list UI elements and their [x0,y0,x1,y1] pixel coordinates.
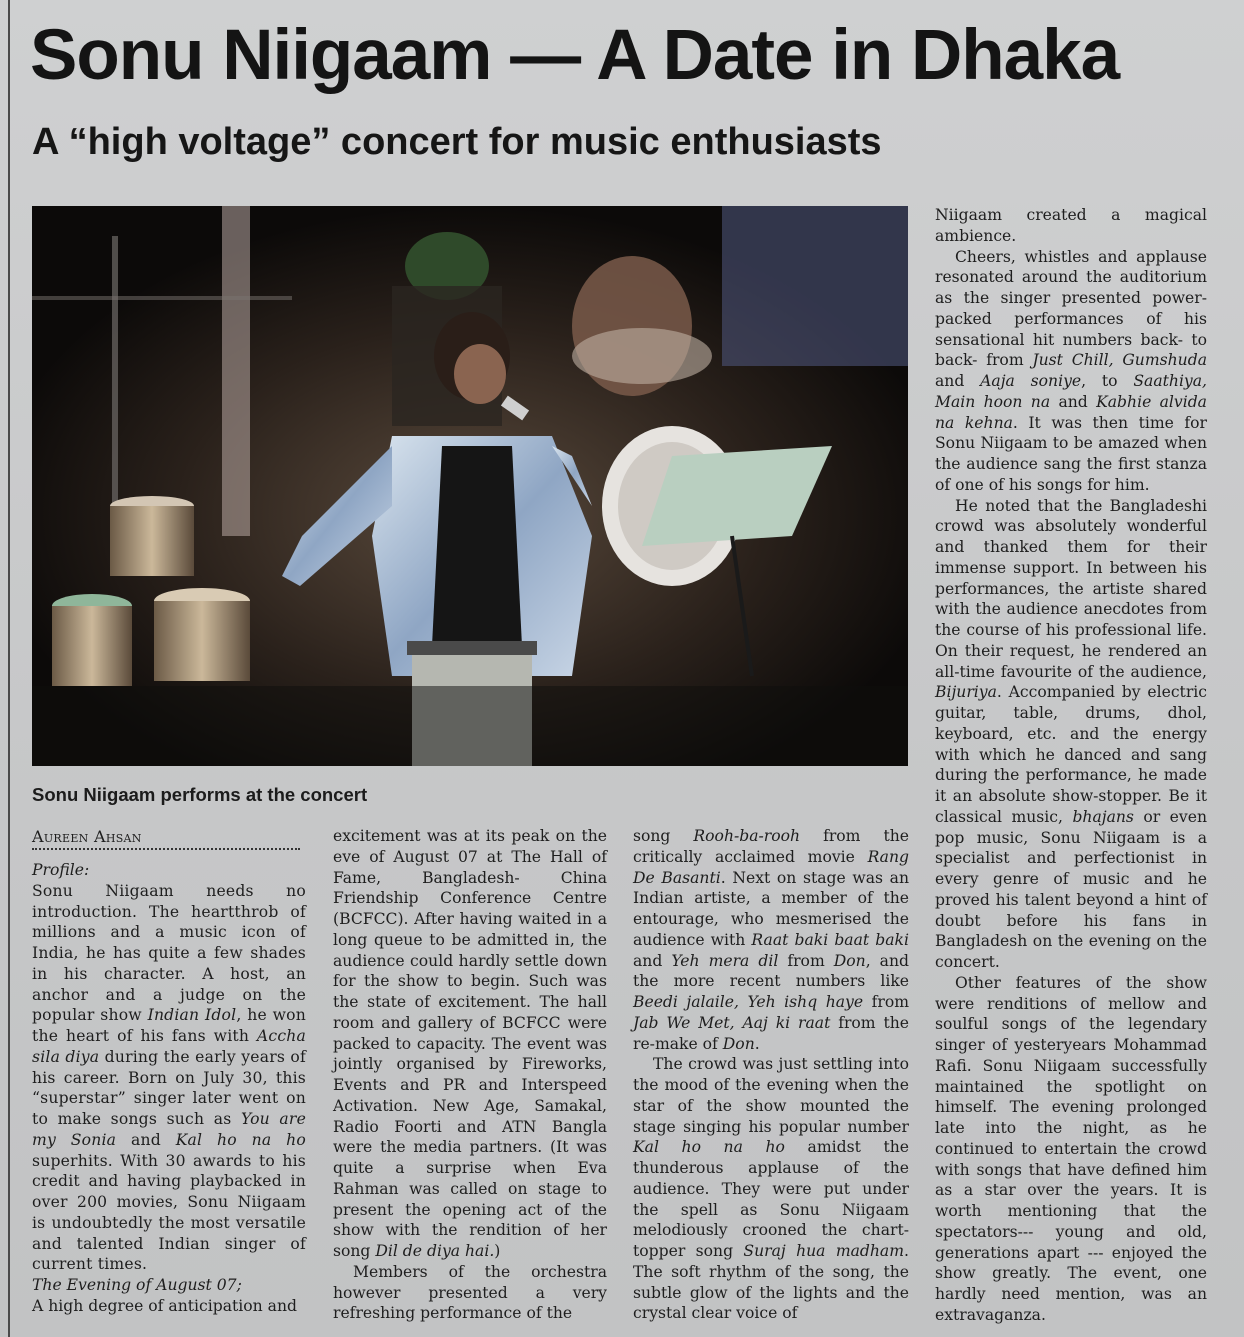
concert-photo-image [32,206,908,766]
article-column-3 [633,826,909,1324]
byline-divider [32,848,300,850]
song-title: Raat baki baat baki [751,930,909,949]
text-run: , to [1081,372,1134,390]
paragraph: A high degree of anticipation and [32,1296,297,1315]
song-title: Kal ho na ho [633,1138,785,1157]
photo-caption: Sonu Niigaam performs at the concert [32,784,368,805]
text-run: . The soft rhythm of the song, the subtle glow of the lights and the crystal clear voice of [633,1242,909,1323]
show-title: Indian Idol [147,1006,237,1025]
text-run: and [116,1130,176,1149]
paragraph [633,1054,909,1324]
paragraph [32,881,306,1275]
song-title: Yeh mera dil [671,951,779,970]
text-run: from [863,993,909,1011]
text-run: and [633,951,672,970]
song-title: Rooh-ba-rooh [693,827,801,845]
text-run: , and the more recent numbers like [633,951,909,991]
text-run: or even pop music, Sonu Niigaam is a specialist and perfectionist in every genre of music and he proved his talent beyond a hint of doubt before his fans in Bangladesh on the evening on the concert. [935,807,1207,971]
text-run: . Accompanied by electric guitar, table, drums, dhol, keyboard, etc. and the energy with which he danced and sang during the performance, he made it an absolute show-stopper. Be it classical music, [935,683,1207,826]
article-column-2 [333,826,607,1324]
subheadline: A “high voltage” concert for music enthusiasts [32,121,882,163]
headline: Sonu Niigaam — A Date in Dhaka [30,16,1120,95]
movie-title: Don [833,951,866,970]
text-run: during the early years of his career. Born on July 30, this “superstar” singer later went on to make songs such as [32,1047,306,1128]
byline: Aureen Ahsan [32,827,142,846]
text-run: Cheers, whistles and applause resonated around the auditorium as the singer presented power-packed performances of his sensational hit numbers back- to back- from [935,247,1207,370]
text-run: and [935,372,981,390]
song-title: Bijuriya [935,683,997,702]
song-title: Beedi jalaile, Yeh ishq haye [633,993,864,1011]
column-rule [8,0,10,1337]
song-title: Just Chill, Gumshuda [1032,351,1207,370]
song-title: You are my Sonia [32,1110,307,1149]
concert-photo [32,206,908,766]
genre-term: bhajans [1072,807,1134,826]
text-run: , he won the heart of his fans with [32,1006,307,1045]
text-run: from [778,951,834,970]
song-title: Suraj hua madham [743,1242,905,1260]
song-title: Dil de diya hai. [375,1242,495,1260]
text-run: from the re-make of [633,1013,909,1053]
text-run: Sonu Niigaam needs no introduction. The heartthrob of millions and a music icon of India, he has quite a few shades in his character. A host, an anchor and a judge on the popular show [32,881,306,1025]
text-run: . Next on stage was an Indian artiste, a member of the entourage, who mesmerised the audience with [633,868,910,949]
text-run: The crowd was just settling into the mood of the evening when the star of the show mounted the stage singing his popular number [633,1055,909,1136]
section-head-evening: The Evening of August 07; [32,1276,242,1294]
paragraph: Niigaam created a magical ambience. [935,206,1207,245]
paragraph [333,826,607,1262]
text-run: song [633,827,694,845]
song-title: Kabhie alvida na kehna [935,392,1207,432]
text-run: ) [494,1242,501,1260]
text-run: amidst the thunderous applause of the audience. They were put under the spell as Sonu Niigaam melodiously crooned the chart-topper song [633,1138,909,1260]
section-head-profile: Profile: [32,861,90,879]
text-run: and [1050,392,1097,411]
movie-title: Jab We Met, Aaj ki raat [633,1013,831,1032]
paragraph [935,496,1207,973]
song-title: Kal ho na ho [175,1130,306,1149]
article-column-1 [32,826,306,1317]
text-run: superhits. With 30 awards to his credit and having playbacked in over 200 movies, Sonu Niigaam is undoubtedly the most versatile and talented Indian singer of current times. [32,1151,306,1274]
movie-title: Don [722,1034,755,1053]
article-column-4 [935,205,1207,1326]
song-title: Accha sila diya [32,1027,306,1066]
paragraph [935,247,1207,496]
text-run: . [754,1034,760,1053]
paragraph [633,826,909,1054]
paragraph: Other features of the show were renditions of mellow and soulful songs of the legendary singer of yesteryears Mohammad Rafi. Sonu Niigaam successfully maintained the spotlight on himself. The evening prolonged late into the night, as he continued to entertain the crowd with songs that have defined him as a star over the years. It is worth mentioning that the spectators--- young and old, generations apart --- enjoyed the show greatly. The event, one hardly need mention, was an extravaganza. [935,973,1207,1324]
movie-title: Rang De Basanti [633,847,909,887]
text-run: He noted that the Bangladeshi crowd was absolutely wonderful and thanked them for their immense support. In between his performances, the artiste shared with the audience anecdotes from the course of his professional life. On their request, he rendered an all-time favourite of the audience, [935,496,1207,681]
text-run: from the critically acclaimed movie [633,827,910,866]
song-title: Aaja soniye [980,372,1082,390]
text-run: excitement was at its peak on the eve of August 07 at The Hall of Fame, Bangladesh- China Friendship Conference Centre (BCFCC). After having waited in a long queue to be admitted in, the audience could hardly settle down for the show to begin. Such was the state of excitement. The hall room and gallery of BCFCC were packed to capacity. The event was jointly organised by Fireworks, Events and PR and Interspeed Activation. New Age, Samakal, Radio Foorti and ATN Bangla were the media partners. (It was quite a surprise when Eva Rahman was called on stage to present the opening act of the show with the rendition of her song [333,827,607,1260]
text-run: . It was then time for Sonu Niigaam to be amazed when the audience sang the first stanza of one of his songs for him. [935,413,1207,494]
song-title: Saathiya, Main hoon na [935,372,1207,411]
paragraph: Members of the orchestra however presented a very refreshing performance of the [333,1262,607,1323]
